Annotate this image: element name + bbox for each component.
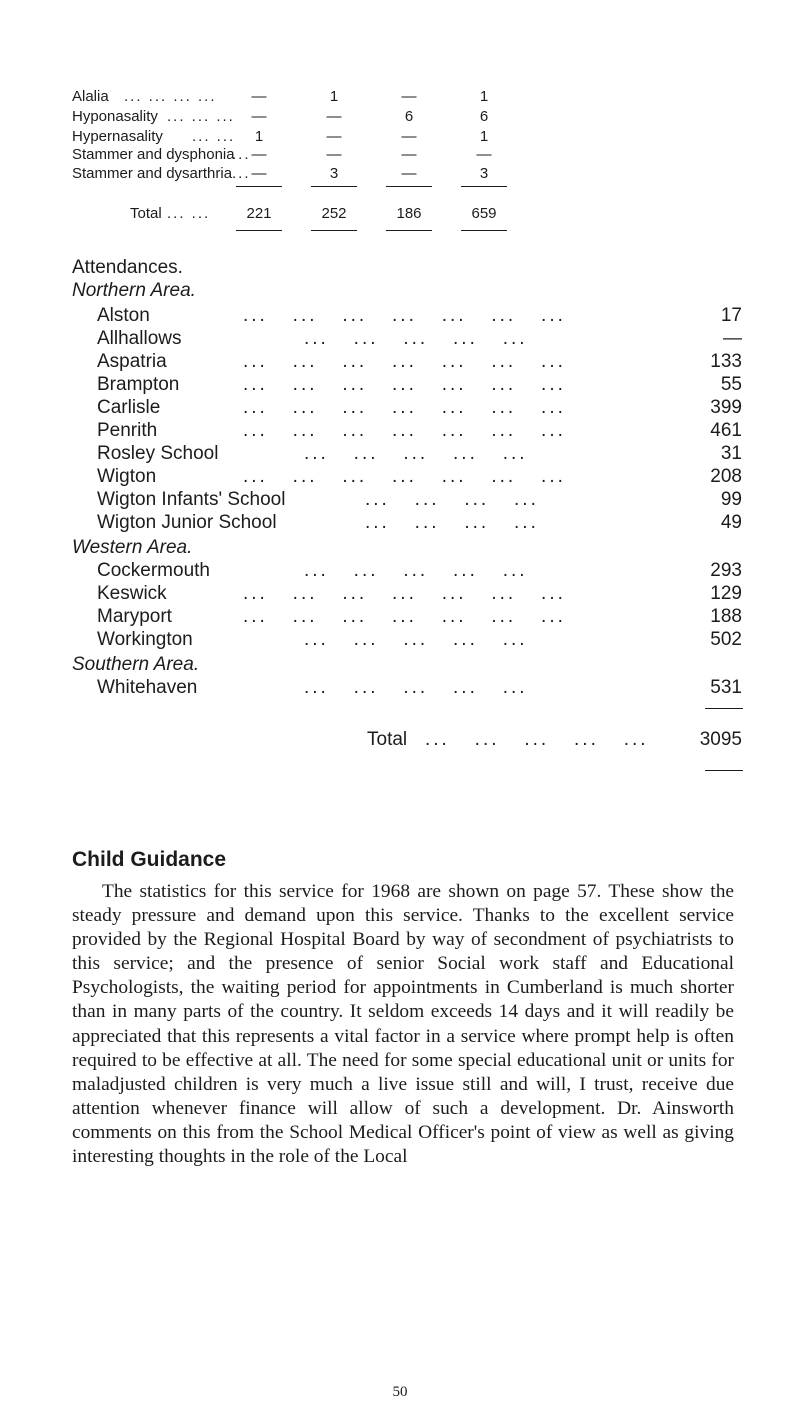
attendance-value: 49 [720,512,742,533]
cell-col2: 1 [329,88,339,105]
cell-col1: — [251,88,267,105]
leader-dots: ... ... [167,205,211,222]
cell-col3: — [401,88,417,105]
total-col2: 252 [321,205,347,222]
leader-dots: ... ... ... ... ... [304,677,528,698]
cell-col3: — [401,165,417,182]
leader-dots: ... ... ... ... ... [304,443,528,464]
table-rule [461,230,507,231]
attendance-value: 208 [710,466,742,487]
leader-dots: ... ... ... ... ... [304,560,528,581]
attendance-value: 293 [710,560,742,581]
location-name: Whitehaven [97,677,198,698]
location-name: Alston [97,305,150,326]
table-rule [311,230,357,231]
area-heading-northern: Northern Area. [72,280,196,301]
total-col3: 186 [396,205,422,222]
attendance-value: 188 [710,606,742,627]
attendance-value: 17 [720,305,742,326]
total-label: Total [130,205,162,222]
location-name: Brampton [97,374,180,395]
row-label: Stammer and dysarthria [72,165,233,182]
total-value: 3095 [699,729,742,750]
location-name: Keswick [97,583,167,604]
table-row [0,165,800,185]
cell-col2: 3 [329,165,339,182]
leader-dots: ... ... [192,128,236,145]
attendance-value: 99 [720,489,742,510]
leader-dots: ... ... ... ... [365,512,539,533]
leader-dots: ... [232,146,251,163]
total-rule [705,770,743,771]
table-row [0,146,800,166]
cell-col4: 3 [479,165,489,182]
location-name: Wigton Junior School [97,512,277,533]
cell-col1: — [251,165,267,182]
location-name: Carlisle [97,397,161,418]
location-name: Maryport [97,606,172,627]
attendances-total-row [0,729,800,755]
row-label: Stammer and dysphonia [72,146,235,163]
row-label: Hyponasality [72,108,158,125]
leader-dots: ... ... ... ... ... ... ... [243,397,566,418]
table-rule [386,186,432,187]
leader-dots: ... ... ... ... ... [304,328,528,349]
cell-col2: — [326,128,342,145]
table-row [0,88,800,108]
location-name: Penrith [97,420,158,441]
cell-col1: 1 [254,128,264,145]
attendance-value: 531 [710,677,742,698]
area-heading-southern: Southern Area. [72,654,200,675]
leader-dots: ... ... ... ... ... [304,629,528,650]
table-rule [236,186,282,187]
table-rule [461,186,507,187]
location-name: Aspatria [97,351,167,372]
leader-dots: ... ... ... ... ... ... ... [243,420,566,441]
leader-dots: ... ... ... ... ... ... ... [243,374,566,395]
location-name: Workington [97,629,193,650]
leader-dots: ... ... ... ... ... [425,729,649,750]
attendance-value: 55 [720,374,742,395]
table-rule [386,230,432,231]
location-name: Rosley School [97,443,219,464]
cell-col3: — [401,128,417,145]
leader-dots: ... ... ... [167,108,235,125]
list-item [0,512,800,538]
body-paragraph: The statistics for this service for 1968 are shown on page 57. These show the steady pressure and demand upon this service. Thanks to the excellent service provided by the Regional Hospital Board by way of secondment of psychiatrists to this service; and the presence of senior Social work staff and Educational Psychologists, the waiting period for appointments in Cumberland is much shorter than in many parts of the country. It seldom exceeds 14 days and it will readily be appreciated that this represents a vital factor in a service where prompt help is often required to be effective at all. The need for some special educational unit or units for maladjusted children is very much a live issue still and will, I trust, receive due attention whenever finance will allow of such a development. Dr. Ainsworth comments on this from the School Medical Officer's point of view as well as giving interesting thoughts in the role of the Local [72,881,734,1168]
leader-dots: ... ... ... ... [124,88,217,105]
table-row [0,108,800,128]
attendance-value: 31 [720,443,742,464]
attendance-value: 133 [710,351,742,372]
cell-col4: 1 [479,128,489,145]
leader-dots: ... ... ... ... ... ... ... [243,466,566,487]
attendance-value: 129 [710,583,742,604]
table-rule [236,230,282,231]
row-label: Hypernasality [72,128,163,145]
leader-dots: ... ... ... ... ... ... ... [243,583,566,604]
row-label: Alalia [72,88,109,105]
area-heading-western: Western Area. [72,537,193,558]
total-rule [705,708,743,709]
location-name: Allhallows [97,328,182,349]
table-total-row [0,205,800,225]
leader-dots: ... ... ... ... ... ... ... [243,606,566,627]
cell-col4: — [476,146,492,163]
location-name: Cockermouth [97,560,210,581]
leader-dots: ... [232,165,251,182]
leader-dots: ... ... ... ... ... ... ... [243,305,566,326]
leader-dots: ... ... ... ... ... ... ... [243,351,566,372]
total-col1: 221 [246,205,272,222]
cell-col3: — [401,146,417,163]
cell-col4: 1 [479,88,489,105]
attendance-value: 502 [710,629,742,650]
list-item [0,677,800,703]
attendances-heading: Attendances. [72,257,183,278]
location-name: Wigton [97,466,157,487]
section-heading: Child Guidance [72,848,227,871]
location-name: Wigton Infants' School [97,489,286,510]
cell-col2: — [326,146,342,163]
attendance-value: 461 [710,420,742,441]
cell-col4: 6 [479,108,489,125]
attendance-value: 399 [710,397,742,418]
cell-col1: — [251,108,267,125]
total-label: Total [367,729,408,750]
attendance-value: — [723,328,742,349]
cell-col1: — [251,146,267,163]
list-item [0,629,800,655]
page-number: 50 [392,1384,408,1400]
cell-col3: 6 [404,108,414,125]
table-rule [311,186,357,187]
table-row [0,128,800,148]
cell-col2: — [326,108,342,125]
leader-dots: ... ... ... ... [365,489,539,510]
total-col4: 659 [471,205,497,222]
